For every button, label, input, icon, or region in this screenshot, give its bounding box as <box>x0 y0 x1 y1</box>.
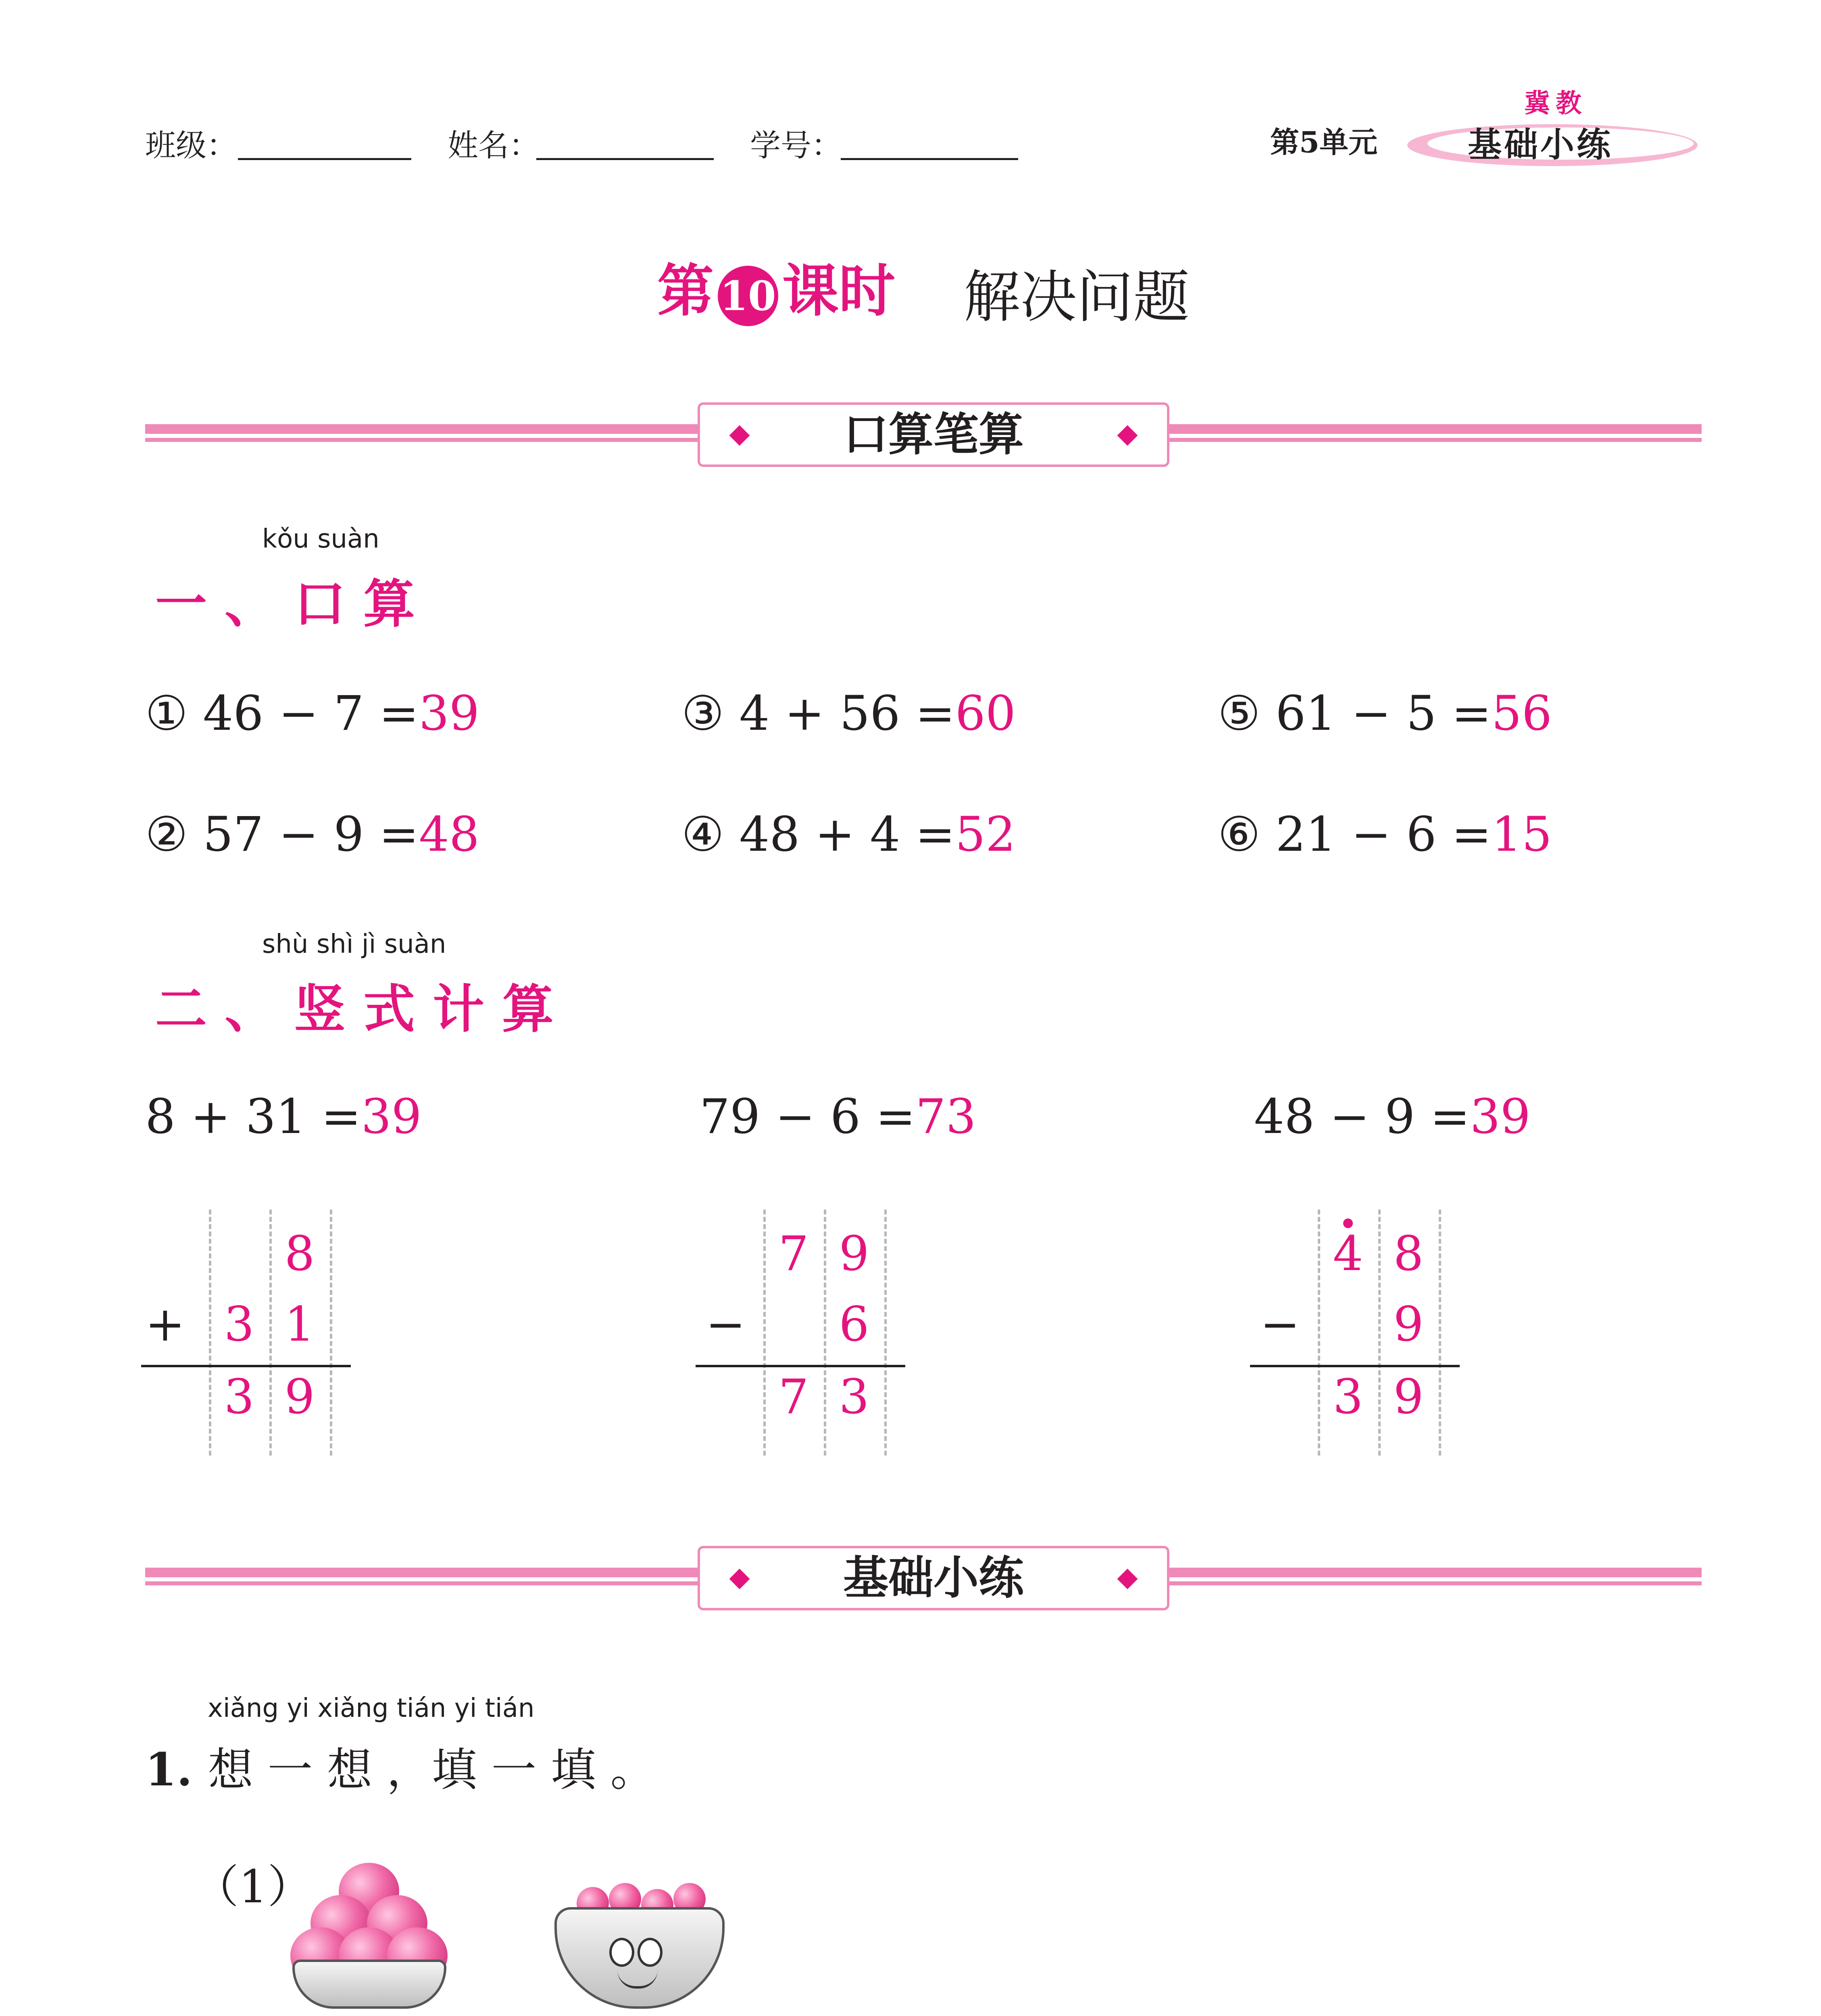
digit: 8 <box>1393 1226 1424 1281</box>
digit: 1 <box>284 1296 315 1352</box>
lesson-prefix: 第 <box>657 258 714 324</box>
lesson-suffix: 课时 <box>782 258 896 324</box>
vertical-expr: 8 + 31 = <box>145 1089 361 1144</box>
id-label: 学号： <box>750 127 842 163</box>
operator: + <box>145 1296 185 1352</box>
grid-line <box>1439 1210 1441 1456</box>
oral-item-4 <box>681 806 1016 862</box>
oral-item-6 <box>1218 806 1552 862</box>
oral-expr: ④ 48 + 4 = <box>681 806 955 862</box>
lesson-number-badge: 10 <box>718 266 778 326</box>
oral-item-1 <box>145 685 479 741</box>
operator: − <box>1260 1296 1300 1352</box>
grid-line <box>884 1210 887 1456</box>
digit: 7 <box>778 1369 809 1425</box>
vertical-calc-2 <box>696 1210 905 1456</box>
banner-title: 口算笔算 <box>843 408 1024 461</box>
grid-line <box>330 1210 332 1456</box>
digit: 6 <box>839 1296 869 1352</box>
digit: 9 <box>1393 1369 1424 1425</box>
digit: 3 <box>224 1369 254 1425</box>
vertical-answer: 73 <box>915 1089 976 1144</box>
subquestion-label: （1） <box>194 1861 313 1913</box>
lesson-title <box>657 246 895 327</box>
oral-answer: 60 <box>955 685 1016 741</box>
oral-item-2 <box>145 806 479 862</box>
question-number: 1 <box>145 1743 177 1796</box>
banner-title: 基础小练 <box>843 1552 1024 1604</box>
digit: 4 <box>1333 1226 1363 1281</box>
vertical-answer: 39 <box>1470 1089 1531 1144</box>
oral-expr: ② 57 − 9 = <box>145 806 419 862</box>
class-blank[interactable] <box>238 158 411 160</box>
oral-answer: 39 <box>419 685 479 741</box>
digit: 3 <box>1333 1369 1363 1425</box>
unit-label: 第5单元 <box>1270 125 1378 159</box>
basket-icon <box>292 1960 446 2009</box>
question1-title: 1. 想 一 想 ，填 一 填 。 <box>145 1743 656 1796</box>
region-label: 冀教 <box>1524 88 1587 119</box>
lesson-topic: 解决问题 <box>964 264 1190 330</box>
digit: 9 <box>1393 1296 1424 1352</box>
question-text: 想 一 想 ，填 一 填 。 <box>208 1744 656 1796</box>
sum-line <box>141 1365 351 1367</box>
apple-basket-illustration <box>290 1847 448 2008</box>
class-label: 班级： <box>145 127 237 163</box>
oral-item-3 <box>681 685 1016 741</box>
banner-box <box>698 402 1169 467</box>
digit: 8 <box>284 1226 315 1281</box>
oral-expr: ⑥ 21 − 6 = <box>1218 806 1492 862</box>
oral-expr: ③ 4 + 56 = <box>681 685 955 741</box>
id-blank[interactable] <box>841 158 1018 160</box>
vertical-expr: 79 − 6 = <box>700 1089 916 1144</box>
digit: 9 <box>284 1369 315 1425</box>
vertical-answer: 39 <box>361 1089 422 1144</box>
difference-line <box>696 1365 905 1367</box>
section2-heading: 二、竖式计算 <box>155 979 572 1039</box>
name-label: 姓名： <box>448 127 540 163</box>
oral-answer: 56 <box>1491 685 1552 741</box>
digit: 3 <box>839 1369 869 1425</box>
name-blank[interactable] <box>536 158 714 160</box>
oral-answer: 52 <box>955 806 1016 862</box>
vertical-calc-1 <box>141 1210 351 1456</box>
difference-line <box>1250 1365 1460 1367</box>
oral-answer: 15 <box>1491 806 1552 862</box>
vertical-expr: 48 − 9 = <box>1254 1089 1470 1144</box>
digit: 7 <box>778 1226 809 1281</box>
oral-answer: 48 <box>419 806 479 862</box>
bowl-face-icon <box>554 1907 725 2009</box>
section2-pinyin: shù shì jì suàn <box>262 929 446 959</box>
banner-box <box>698 1546 1169 1610</box>
vertical-expr-3 <box>1254 1089 1531 1144</box>
vertical-calc-3 <box>1250 1210 1460 1456</box>
question1-pinyin: xiǎng yi xiǎng tián yi tián <box>208 1693 535 1723</box>
digit: 9 <box>839 1226 869 1281</box>
section1-pinyin: kǒu suàn <box>262 524 379 554</box>
series-label: 基础小练 <box>1468 125 1613 165</box>
oral-item-5 <box>1218 685 1552 741</box>
vertical-expr-1 <box>145 1089 422 1144</box>
vertical-expr-2 <box>700 1089 976 1144</box>
digit: 3 <box>224 1296 254 1352</box>
section1-heading: 一、口算 <box>155 574 433 634</box>
operator: − <box>706 1296 746 1352</box>
oral-expr: ① 46 − 7 = <box>145 685 419 741</box>
oral-expr: ⑤ 61 − 5 = <box>1218 685 1492 741</box>
cherry-bowl-illustration <box>552 1851 730 2012</box>
